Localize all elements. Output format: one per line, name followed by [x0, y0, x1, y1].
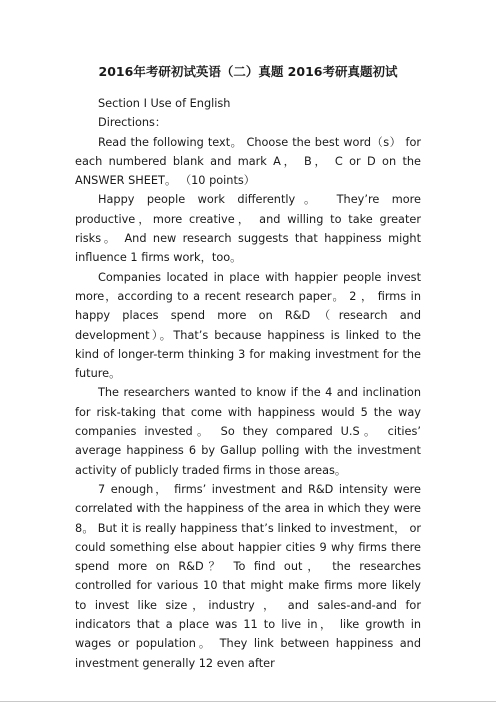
- passage-paragraph-3: The researchers wanted to know if the 4 and inclination for risk-taking that come with happiness would 5 the way companies invested。 So they compared U.S。 cities’ average happiness 6 by Gallup polling with the investment activity of publicly traded firms in those areas。: [75, 386, 421, 477]
- section-heading: Section I Use of English: [98, 97, 231, 110]
- passage-paragraph-1: Happy people work differently。 They’re more productive，more creative， and willing to take greater risks。 And new research suggests that happiness might influence 1 firms work，too。: [75, 193, 421, 265]
- passage-paragraph-4: 7 enough， firms’ investment and R&D intensity were correlated with the happiness of the area in which they were 8。 But it is really happiness that’s linked to investment， or could something else about happier cities 9 why firms there spend more on R&D？ To find out， the researches controlled for various 10 that might make firms more likely to invest like size，industry ， and sales-and-and for indicators that a place was 11 to live in， like growth in wages or population。 They link between happiness and investment generally 12 even after: [75, 482, 421, 670]
- passage-paragraph-2: Companies located in place with happier people invest more，according to a recent research paper。 2 ， firms in happy places spend more on R&D（research and development）。That’s because happiness is linked to the kind of longer-term thinking 3 for making investment for the future。: [75, 270, 421, 381]
- instructions-paragraph: Read the following text。 Choose the best word（s） for each numbered blank and mark A， B， C or D on the ANSWER SHEET。 （10 points）: [75, 135, 421, 188]
- article-body: [75, 94, 421, 673]
- page-title: 2016年考研初试英语（二）真题 2016考研真题初试: [98, 64, 398, 79]
- directions-label: Directions：: [98, 116, 167, 130]
